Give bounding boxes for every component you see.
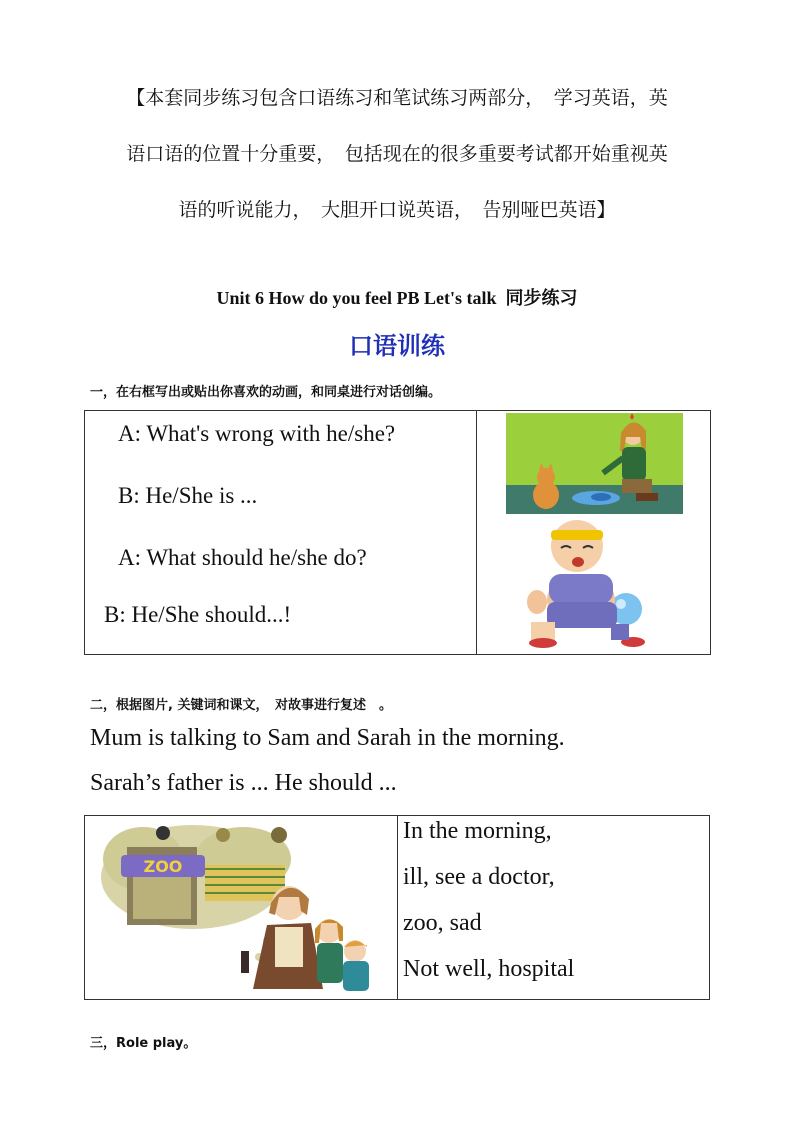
intro-line-1: 【本套同步练习包含口语练习和笔试练习两部分， 学习英语，英 [126,87,668,109]
dialog-line-2: B: He/She is ... [118,483,258,508]
title-chinese: 同步练习 [505,288,578,309]
story-line-2: Sarah’s father is ... He should ... [90,770,397,796]
dialog-line-3: A: What should he/she do? [118,545,367,570]
intro-line-3: 语的听说能力， 大胆开口说英语， 告别哑巴英语】 [178,199,616,221]
keyword-1: In the morning, [403,818,552,844]
dialog-box [84,410,711,655]
title-english: Unit 6 How do you feel PB Let's talk [216,288,497,308]
keyword-3: zoo, sad [403,910,482,936]
section-subtitle: 口语训练 [349,332,445,360]
tired-boy-illustration [521,514,667,649]
dialog-line-4: B: He/She should...! [104,602,292,627]
section-3-heading: 三，Role play。 [90,1036,197,1051]
keyword-4: Not well, hospital [403,956,575,982]
keyword-2: ill, see a doctor, [403,864,555,890]
intro-paragraph [80,70,714,238]
page-title [0,284,794,310]
zoo-sign-text: ZOO [143,857,183,876]
mum-and-children-illustration [93,819,381,994]
section-1-heading: 一，在右框写出或贴出你喜欢的动画，和同桌进行对话创编。 [90,385,442,400]
intro-line-2: 语口语的位置十分重要， 包括现在的很多重要考试都开始重视英 [126,143,668,165]
girl-and-cat-illustration [506,413,683,514]
dialog-line-1: A: What's wrong with he/she? [118,421,396,446]
section-2-heading: 二，根据图片, 关键词和课文， 对故事进行复述 。 [90,698,392,713]
story-box [84,815,710,1000]
story-line-1: Mum is talking to Sam and Sarah in the morning. [90,725,565,751]
